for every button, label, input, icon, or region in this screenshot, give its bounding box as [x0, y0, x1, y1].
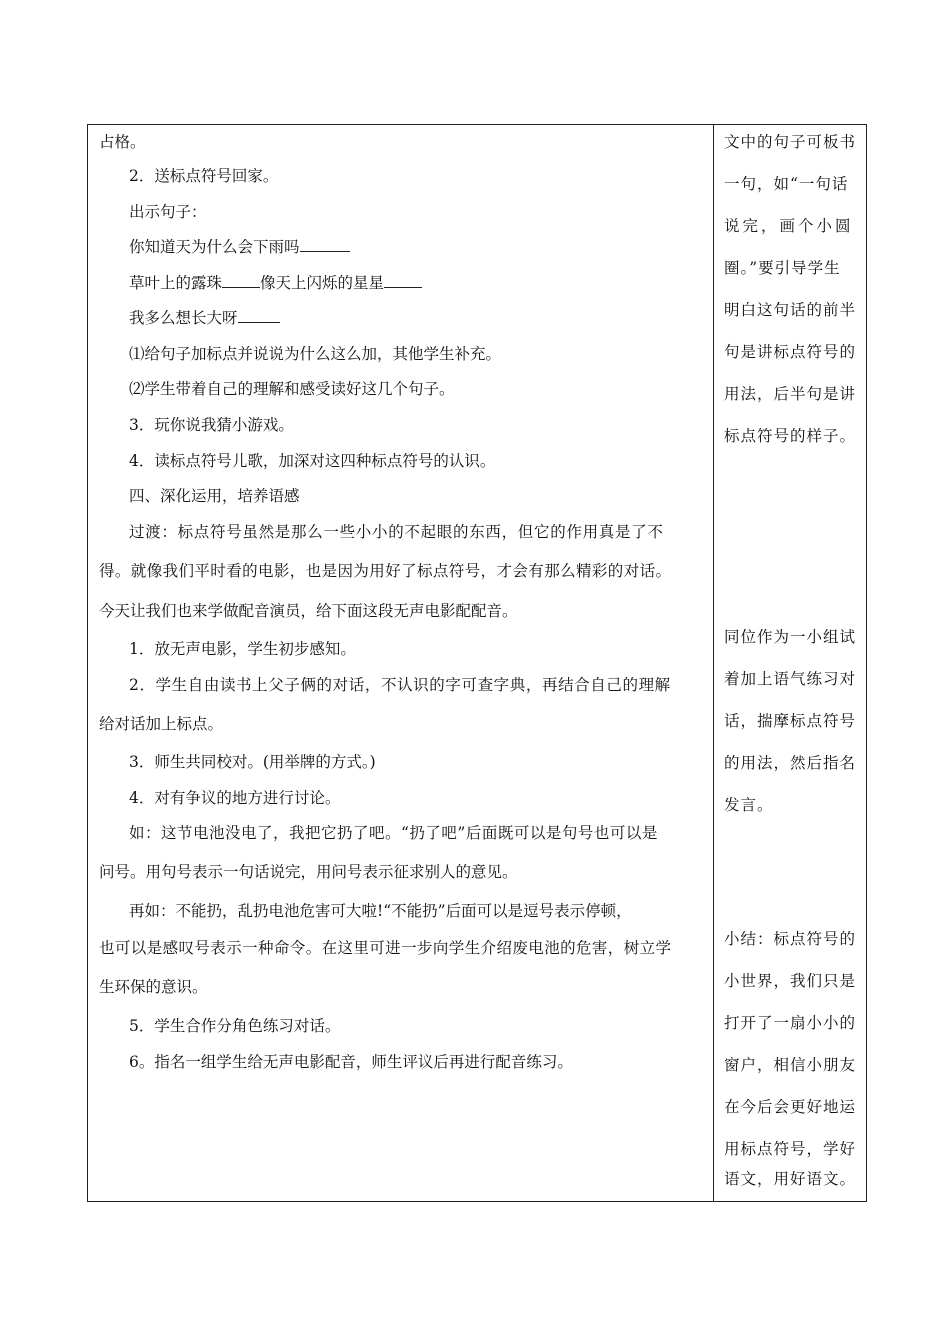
text-line: 3．玩你说我猜小游戏。 [129, 416, 294, 434]
note-line: 话，揣摩标点符号 [724, 712, 857, 730]
fill-blank [300, 237, 350, 252]
note-line: 标点符号的样子。 [724, 427, 857, 445]
fill-blank [384, 273, 422, 288]
note-line: 用标点符号，学好 [724, 1140, 857, 1158]
text-line: 再如：不能扔，乱扔电池危害可大啦!“不能扔”后面可以是逗号表示停顿， [129, 902, 632, 920]
note-line: 一句，如“一句话 [724, 175, 849, 193]
sentence-text: 草叶上的露珠 [129, 274, 223, 292]
text-line: 得。就像我们平时看的电影，也是因为用好了标点符号，才会有那么精彩的对话。 [99, 562, 672, 580]
text-line: ⑴给句子加标点并说说为什么这么加，其他学生补充。 [129, 345, 502, 363]
note-line: 在今后会更好地运 [724, 1098, 857, 1116]
text-line: 给对话加上标点。 [99, 715, 224, 733]
text-line: 生环保的意识。 [99, 978, 208, 996]
note-line: 圈。”要引导学生 [724, 259, 841, 277]
sentence-text: 我多么想长大呀 [129, 309, 238, 327]
text-line: 4．对有争议的地方进行讨论。 [129, 789, 341, 807]
sentence-text: 像天上闪烁的星星 [260, 274, 385, 292]
sentence-line [129, 237, 350, 257]
sentence-line [129, 273, 422, 293]
text-line: 问号。用句号表示一句话说完，用问号表示征求别人的意见。 [99, 863, 518, 881]
lesson-table [87, 124, 867, 1202]
note-line: 的用法，然后指名 [724, 754, 857, 772]
section-heading: 四、深化运用，培养语感 [129, 487, 300, 505]
note-line: 语文，用好语文。 [724, 1170, 857, 1188]
text-line: ⑵学生带着自己的理解和感受读好这几个句子。 [129, 380, 455, 398]
text-line: 过渡：标点符号虽然是那么一些小小的不起眼的东西，但它的作用真是了不 [129, 523, 664, 541]
text-line: 出示句子： [129, 203, 207, 221]
note-line: 文中的句子可板书 [724, 133, 857, 151]
text-line: 2．送标点符号回家。 [129, 167, 279, 185]
note-line: 窗户，相信小朋友 [724, 1056, 857, 1074]
text-line: 占格。 [99, 133, 146, 151]
text-line: 3．师生共同校对。(用举牌的方式。) [129, 753, 376, 771]
note-line: 同位作为一小组试 [724, 628, 857, 646]
note-line: 句是讲标点符号的 [724, 343, 857, 361]
note-line: 着加上语气练习对 [724, 670, 857, 688]
text-line: 1．放无声电影，学生初步感知。 [129, 640, 356, 658]
note-line: 明白这句话的前半 [724, 301, 857, 319]
column-divider [713, 125, 714, 1201]
note-line: 小结：标点符号的 [724, 930, 857, 948]
fill-blank [222, 273, 260, 288]
sentence-text: 你知道天为什么会下雨吗 [129, 238, 300, 256]
text-line: 2．学生自由读书上父子俩的对话，不认识的字可查字典，再结合自己的理解 [129, 676, 671, 694]
note-line: 小世界，我们只是 [724, 972, 857, 990]
note-line: 发言。 [724, 796, 774, 814]
note-line: 用法，后半句是讲 [724, 385, 857, 403]
text-line: 今天让我们也来学做配音演员，给下面这段无声电影配配音。 [99, 602, 518, 620]
note-line: 说完，画个小圆 [724, 217, 854, 235]
sentence-line [129, 308, 280, 328]
text-line: 如：这节电池没电了，我把它扔了吧。“扔了吧”后面既可以是句号也可以是 [129, 824, 658, 842]
fill-blank [238, 308, 280, 323]
text-line: 4．读标点符号儿歌，加深对这四种标点符号的认识。 [129, 452, 496, 470]
text-line: 也可以是感叹号表示一种命令。在这里可进一步向学生介绍废电池的危害，树立学 [99, 939, 672, 957]
text-line: 6。指名一组学生给无声电影配音，师生评议后再进行配音练习。 [129, 1053, 573, 1071]
note-line: 打开了一扇小小的 [724, 1014, 857, 1032]
text-line: 5．学生合作分角色练习对话。 [129, 1017, 341, 1035]
